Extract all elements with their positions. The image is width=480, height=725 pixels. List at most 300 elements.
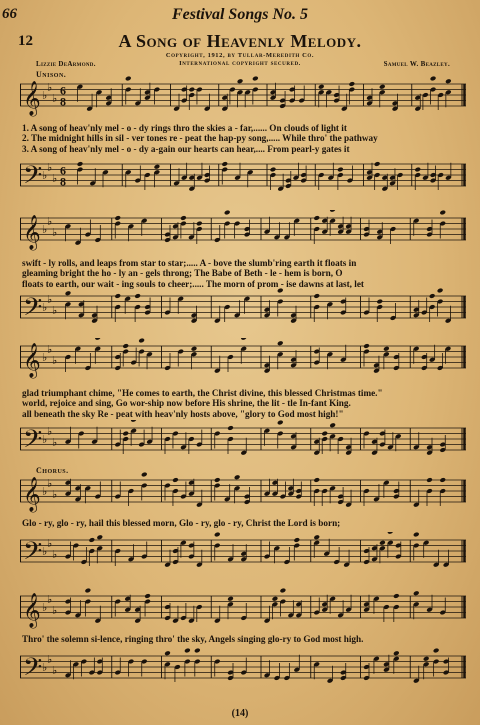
note	[345, 438, 352, 456]
time-signature-numerator: 6	[60, 83, 66, 98]
note	[146, 351, 153, 369]
note	[340, 298, 347, 316]
note	[321, 488, 328, 506]
note	[78, 431, 85, 449]
note	[337, 167, 344, 190]
note	[270, 167, 277, 190]
note	[422, 92, 429, 110]
time-signature-denominator: 8	[60, 174, 66, 189]
note	[284, 222, 291, 240]
flat-icon: ♭	[47, 424, 53, 438]
note	[389, 168, 396, 186]
note	[77, 84, 84, 102]
clef-icon: 𝄢	[23, 161, 43, 196]
lyric-verse-line: swift - ly rolls, and leaps from star to star;..... A - bove the slumb'ring earth it floats in	[22, 258, 357, 268]
note	[340, 663, 347, 681]
note	[181, 163, 188, 181]
note	[264, 356, 271, 374]
flat-icon: ♭	[52, 91, 58, 105]
note	[272, 479, 279, 497]
note	[363, 431, 370, 449]
note	[413, 490, 420, 508]
note	[395, 542, 402, 560]
note	[180, 215, 187, 238]
note	[78, 300, 85, 318]
note	[164, 436, 171, 454]
lyric-verse-line: gleaming bright the ho - ly an - gels throng; The Babe of Beth - le - hem is born, O	[22, 268, 343, 279]
flat-icon: ♭	[52, 663, 58, 677]
note	[114, 548, 121, 566]
note	[138, 430, 145, 448]
note	[437, 172, 444, 190]
clef-icon: 𝄢	[23, 293, 43, 328]
note	[413, 346, 420, 364]
time-signature-numerator: 6	[60, 163, 66, 178]
note	[227, 354, 234, 372]
lyrics-block	[22, 123, 467, 154]
note	[128, 659, 135, 677]
flat-icon: ♭	[47, 80, 53, 94]
note	[173, 94, 180, 112]
note	[445, 78, 452, 107]
note	[295, 600, 302, 618]
note	[329, 596, 336, 614]
note	[114, 353, 121, 371]
note	[341, 94, 348, 112]
note	[290, 350, 297, 368]
note	[366, 88, 373, 106]
note	[264, 428, 271, 446]
note	[439, 598, 446, 616]
note	[240, 438, 247, 456]
note	[96, 658, 103, 676]
note	[188, 542, 195, 560]
flat-icon: ♭	[47, 592, 53, 606]
note	[128, 223, 135, 241]
note	[445, 346, 452, 364]
note	[421, 353, 428, 371]
note	[188, 174, 195, 192]
note	[393, 650, 400, 673]
note	[188, 479, 195, 497]
note	[146, 427, 153, 445]
flat-icon: ♭	[42, 169, 48, 182]
lyrics-block	[22, 388, 467, 419]
note	[94, 225, 101, 243]
flat-icon: ♭	[52, 435, 58, 449]
note	[333, 86, 340, 104]
note	[288, 479, 295, 497]
note	[313, 661, 320, 679]
lyric-verse-line: world, rejoice and sing, Go wor-ship now before His shrine, the lit - tle In-fant King.	[22, 398, 351, 409]
note	[383, 480, 390, 498]
note	[114, 430, 121, 448]
note	[414, 167, 421, 190]
note	[329, 210, 336, 236]
flat-icon: ♭	[52, 171, 58, 185]
note	[224, 484, 231, 502]
note	[295, 482, 302, 500]
note	[214, 356, 221, 374]
note	[86, 94, 93, 112]
note	[134, 606, 141, 624]
note	[426, 220, 433, 238]
note	[437, 92, 444, 110]
clef-icon: 𝄢	[23, 653, 43, 688]
clef-icon: 𝄞	[23, 215, 41, 250]
note	[373, 656, 380, 674]
flat-icon: ♭	[42, 301, 48, 314]
note	[180, 540, 187, 558]
note	[371, 438, 378, 456]
flat-icon: ♭	[42, 89, 48, 102]
note	[65, 223, 72, 241]
note	[363, 595, 370, 613]
note	[345, 595, 352, 613]
note	[188, 436, 195, 454]
note	[89, 658, 96, 676]
note	[96, 89, 103, 107]
note	[345, 217, 352, 235]
note	[437, 353, 444, 371]
note	[196, 87, 203, 105]
note	[174, 664, 181, 682]
flat-icon: ♭	[47, 476, 53, 490]
note	[327, 301, 334, 319]
note	[349, 81, 356, 104]
note	[214, 431, 221, 449]
note	[81, 659, 88, 677]
note	[180, 603, 187, 621]
flat-icon: ♭	[42, 351, 48, 364]
note	[188, 606, 195, 624]
note	[413, 590, 420, 619]
note	[141, 542, 148, 560]
note	[144, 172, 151, 190]
note	[247, 169, 254, 187]
note	[134, 88, 141, 106]
note	[313, 348, 320, 366]
note	[237, 78, 244, 107]
note	[383, 346, 390, 369]
lyrics-block	[22, 258, 467, 289]
note	[397, 172, 404, 190]
lyrics-block	[22, 634, 467, 644]
note	[337, 600, 344, 618]
note	[244, 220, 251, 238]
copyright-line: Copyright, 1912, by Tullar-Meredith Co.	[165, 52, 315, 59]
note	[430, 166, 437, 184]
note	[141, 659, 148, 677]
flat-icon: ♭	[42, 545, 48, 558]
flat-icon: ♭	[52, 353, 58, 367]
note	[85, 353, 92, 371]
note	[290, 432, 297, 450]
note	[277, 340, 284, 369]
note	[164, 550, 171, 568]
clef-icon: 𝄢	[23, 537, 43, 572]
note	[445, 163, 452, 181]
note	[164, 225, 171, 243]
note	[240, 603, 247, 621]
note	[288, 600, 295, 618]
note	[337, 436, 344, 454]
flat-icon: ♭	[42, 433, 48, 446]
chorus-label: Chorus.	[36, 466, 69, 475]
note	[363, 547, 370, 565]
note	[122, 431, 129, 454]
note	[293, 163, 300, 181]
copyright-notice: International copyright secured.	[179, 60, 301, 67]
note	[196, 430, 203, 448]
note	[188, 87, 195, 110]
note	[214, 659, 221, 677]
note	[65, 598, 72, 616]
note	[130, 420, 137, 446]
note	[327, 163, 334, 181]
clef-icon: 𝄞	[23, 81, 41, 116]
note	[443, 658, 450, 676]
flat-icon: ♭	[42, 223, 48, 236]
note	[293, 218, 300, 236]
note	[289, 86, 296, 104]
note	[105, 88, 112, 106]
note	[376, 222, 383, 240]
note	[244, 487, 251, 505]
flat-icon: ♭	[52, 487, 58, 501]
note	[390, 226, 397, 244]
note	[347, 166, 354, 184]
note	[173, 168, 180, 186]
note	[114, 658, 121, 676]
page-number: 66	[2, 6, 17, 22]
flat-icon: ♭	[52, 303, 58, 317]
flat-icon: ♭	[47, 292, 53, 306]
note	[395, 433, 402, 451]
note	[272, 596, 279, 619]
note	[321, 217, 328, 235]
note	[172, 547, 179, 565]
note	[154, 164, 161, 187]
note	[390, 303, 397, 321]
note	[421, 298, 428, 316]
note	[343, 550, 350, 568]
note	[426, 595, 433, 613]
note	[227, 544, 234, 562]
lyric-verse-line: floats to earth, our wait - ing souls to cheer;..... The morn of prom - ise dawns at last, let	[22, 278, 364, 289]
note	[124, 296, 131, 314]
note	[234, 300, 241, 318]
note	[284, 547, 291, 565]
note	[284, 663, 291, 681]
note	[393, 353, 400, 371]
note	[381, 174, 388, 192]
note	[313, 534, 320, 557]
note	[65, 542, 72, 560]
note	[293, 655, 300, 673]
note	[240, 338, 247, 364]
note	[313, 598, 320, 616]
note	[227, 663, 234, 681]
note	[85, 220, 92, 238]
flat-icon: ♭	[47, 342, 53, 356]
note	[443, 550, 450, 568]
note	[414, 94, 421, 112]
note	[234, 474, 241, 503]
note	[318, 84, 325, 107]
note	[196, 163, 203, 181]
note	[279, 91, 286, 109]
note	[181, 86, 188, 104]
note	[214, 477, 221, 500]
song-title: A Song of Heavenly Melody.	[118, 31, 362, 51]
note	[277, 174, 284, 192]
note	[177, 349, 184, 367]
composer-credit: Samuel W. Beazley.	[383, 60, 450, 68]
note	[122, 343, 129, 366]
note	[114, 599, 121, 617]
note	[422, 163, 429, 181]
lyric-chorus-line: Glo - ry, glo - ry, hail this blessed morn, Glo - ry, glo - ry, Christ the Lord is born;	[22, 518, 341, 528]
lyric-verse-line: 1. A song of heav'nly mel - o - dy rings thro the skies a - far,...... On clouds of light it	[22, 123, 347, 133]
note	[290, 306, 297, 324]
note	[144, 298, 151, 316]
note	[244, 89, 251, 107]
note	[229, 87, 236, 105]
note	[293, 537, 300, 560]
note	[73, 661, 80, 679]
treble-staff	[20, 472, 466, 516]
flat-icon: ♭	[47, 160, 53, 174]
note	[75, 600, 82, 618]
note	[429, 345, 436, 363]
note	[77, 161, 84, 184]
note	[373, 596, 380, 614]
note	[221, 161, 228, 184]
note	[75, 228, 82, 246]
note	[73, 543, 80, 561]
note	[188, 222, 195, 240]
note	[413, 218, 420, 236]
note	[313, 438, 320, 456]
note	[191, 306, 198, 324]
note	[114, 215, 121, 238]
note	[445, 306, 452, 324]
note	[75, 484, 82, 502]
note	[124, 595, 131, 613]
note	[240, 658, 247, 676]
note	[383, 655, 390, 673]
flat-icon: ♭	[52, 225, 58, 239]
note	[363, 298, 370, 316]
clef-icon: 𝄢	[23, 425, 43, 460]
flat-icon: ♭	[47, 652, 53, 666]
note	[387, 432, 394, 450]
treble-staff	[20, 338, 466, 384]
note	[94, 338, 101, 364]
note	[329, 485, 336, 503]
flat-icon: ♭	[42, 485, 48, 498]
note	[264, 660, 271, 678]
note	[433, 550, 440, 568]
note	[172, 222, 179, 240]
note	[285, 171, 292, 189]
note	[383, 604, 390, 622]
note	[270, 83, 277, 101]
note	[379, 84, 386, 107]
note	[244, 296, 251, 314]
note	[371, 544, 378, 562]
note	[65, 427, 72, 445]
note	[214, 225, 221, 243]
bass-staff	[20, 532, 466, 574]
note	[196, 550, 203, 568]
note	[439, 435, 446, 453]
note	[300, 166, 307, 184]
note	[191, 346, 198, 369]
note	[144, 83, 151, 101]
note	[164, 650, 171, 679]
note	[172, 431, 179, 449]
note	[413, 300, 420, 318]
note	[164, 483, 171, 501]
note	[130, 348, 137, 366]
note	[141, 218, 148, 236]
note	[94, 606, 101, 624]
note	[65, 479, 72, 497]
clef-icon: 𝄞	[23, 343, 41, 378]
note	[363, 220, 370, 238]
book-title: Festival Songs No. 5	[171, 6, 308, 23]
note	[196, 221, 203, 244]
time-signature-denominator: 8	[60, 94, 66, 109]
lyric-verse-line: all beneath the sky Re - peat with heav'nly hosts above, "glory to God most high!"	[22, 408, 344, 419]
note	[177, 296, 184, 314]
lyric-verse-line: glad triumphant chime, "He comes to earth, the Christ divine, this blessed Christmas time."	[22, 388, 383, 398]
note	[144, 593, 151, 616]
note	[204, 166, 211, 184]
note	[274, 545, 281, 563]
note	[172, 606, 179, 624]
note	[298, 86, 305, 104]
lyric-verse-line: 2. The midnight hills in sil - ver tones re - peat the hap-py song,..... While thro' the pathway	[22, 133, 378, 144]
note	[94, 482, 101, 500]
note	[363, 343, 370, 366]
bass-staff	[20, 420, 466, 460]
treble-staff	[20, 588, 466, 632]
note	[114, 482, 121, 500]
note	[128, 488, 135, 506]
flat-icon: ♭	[42, 601, 48, 614]
note	[274, 663, 281, 681]
note	[81, 547, 88, 565]
note	[224, 304, 231, 322]
note	[180, 482, 187, 500]
note	[154, 87, 161, 105]
note	[264, 606, 271, 624]
note	[65, 660, 72, 678]
note	[329, 422, 336, 451]
note	[345, 490, 352, 508]
flat-icon: ♭	[42, 661, 48, 674]
bass-staff	[20, 648, 466, 690]
note	[363, 663, 370, 681]
note	[180, 432, 187, 450]
note	[280, 482, 287, 500]
note	[392, 94, 399, 112]
note	[264, 300, 271, 318]
bass-staff	[20, 156, 466, 196]
